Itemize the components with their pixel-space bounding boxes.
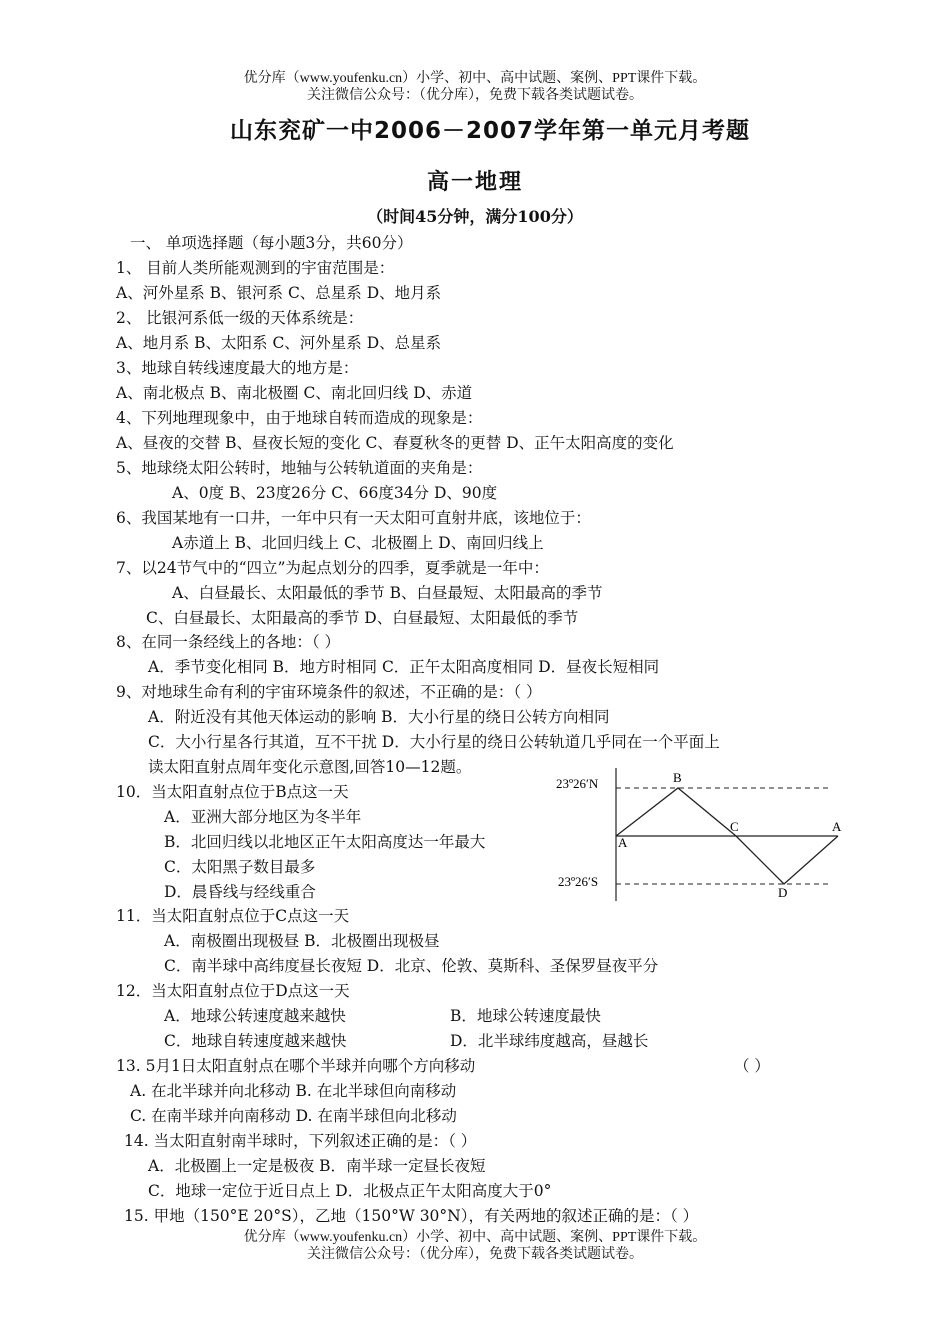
q11-options-ab: A．南极圈出现极昼 B．北极圈出现极昼 [164,932,440,950]
q7-options-2: C、白昼最长、太阳最高的季节 D、白昼最短、太阳最低的季节 [146,609,579,627]
point-label-b: B [673,770,682,785]
south-tropic-label: 23º26′S [558,874,599,889]
q12-stem: 12．当太阳直射点位于D点这一天 [116,982,350,1000]
q9-stem: 9、对地球生命有利的宇宙环境条件的叙述，不正确的是：（ ） [116,683,542,701]
header-line-2: 关注微信公众号：（优分库），免费下载各类试题试卷。 [307,88,643,103]
q4-stem: 4、下列地理现象中，由于地球自转而造成的现象是： [116,409,483,427]
q5-options: A、0度 B、23度26分 C、66度34分 D、90度 [172,484,498,502]
q8-options: A．季节变化相同 B．地方时相同 C．正午太阳高度相同 D．昼夜长短相同 [148,658,660,676]
q10-stem: 10．当太阳直射点位于B点这一天 [116,783,349,801]
section-heading: 一、 单项选择题（每小题3分，共60分） [130,234,413,252]
q2-stem: 2、 比银河系低一级的天体系统是： [116,309,364,327]
point-label-a-start: A [618,835,628,850]
subject-title: 高一地理 [426,170,523,195]
q3-stem: 3、地球自转线速度最大的地方是： [116,359,359,377]
footer-line-1: 优分库（www.youfenku.cn）小学、初中、高中试题、案例、PPT课件下载。 [243,1230,707,1245]
q14-options-ab: A．北极圈上一定是极夜 B．南半球一定昼长夜短 [148,1157,486,1175]
q10-option-b: B．北回归线以北地区正午太阳高度达一年最大 [164,833,486,851]
north-tropic-label: 23º26′N [556,776,599,791]
q7-options-1: A、白昼最长、太阳最低的季节 B、白昼最短、太阳最高的季节 [172,584,603,602]
q10-option-a: A．亚洲大部分地区为冬半年 [164,808,362,826]
q14-options-cd: C．地球一定位于近日点上 D．北极点正午太阳高度大于0° [148,1182,552,1200]
q13-options-ab: A. 在北半球并向北移动 B. 在北半球但向南移动 [130,1082,457,1100]
q4-options: A、昼夜的交替 B、昼夜长短的变化 C、春夏秋冬的更替 D、正午太阳高度的变化 [116,434,674,452]
point-label-d: D [778,885,788,900]
q15-stem: 15. 甲地（150°E 20°S），乙地（150°W 30°N），有关两地的叙述正确的是：（ ） [124,1207,699,1225]
q5-stem: 5、地球绕太阳公转时，地轴与公转轨道面的夹角是： [116,459,483,477]
q3-options: A、南北极点 B、南北极圈 C、南北回归线 D、赤道 [116,384,473,402]
time-note: （时间45分钟，满分100分） [367,207,583,226]
q7-stem: 7、以24节气中的“四立”为起点划分的四季，夏季就是一年中： [116,559,549,577]
q1-options: A、河外星系 B、银河系 C、总星系 D、地月系 [116,284,442,302]
q8-stem: 8、在同一条经线上的各地：（ ） [116,633,341,651]
point-label-c: C [730,819,739,834]
point-label-a-end: A [832,819,842,834]
q12-option-c: C．地球自转速度越来越快 [164,1032,347,1050]
q1-stem: 1、 目前人类所能观测到的宇宙范围是： [116,259,395,277]
q12-option-b: B．地球公转速度最快 [450,1007,601,1025]
q13-options-cd: C. 在南半球并向南移动 D. 在南半球但向北移动 [130,1107,457,1125]
q6-stem: 6、我国某地有一口井，一年中只有一天太阳可直射井底，该地位于： [116,509,591,527]
q10-option-d: D．晨昏线与经线重合 [164,883,316,901]
q12-option-d: D．北半球纬度越高，昼越长 [450,1032,649,1050]
footer-line-2: 关注微信公众号：（优分库），免费下载各类试题试卷。 [307,1247,643,1262]
q11-options-cd: C．南半球中高纬度昼长夜短 D．北京、伦敦、莫斯科、圣保罗昼夜平分 [164,957,659,975]
q13-answer-paren: （ ） [734,1057,770,1075]
q9-options-1: A．附近没有其他天体运动的影响 B．大小行星的绕日公转方向相同 [148,708,610,726]
q14-stem: 14. 当太阳直射南半球时，下列叙述正确的是：（ ） [124,1132,477,1150]
q6-options: A赤道上 B、北回归线上 C、北极圈上 D、南回归线上 [172,534,544,552]
q10-option-c: C．太阳黑子数目最多 [164,858,316,876]
subsolar-point-diagram [548,766,858,901]
q2-options: A、地月系 B、太阳系 C、河外星系 D、总星系 [116,334,442,352]
exam-title: 山东兖矿一中2006－2007学年第一单元月考题 [229,118,751,144]
q13-stem: 13. 5月1日太阳直射点在哪个半球并向哪个方向移动 [116,1057,476,1075]
diagram-intro: 读太阳直射点周年变化示意图,回答10—12题。 [148,758,472,776]
q12-option-a: A．地球公转速度越来越快 [164,1007,346,1025]
header-line-1: 优分库（www.youfenku.cn）小学、初中、高中试题、案例、PPT课件下载。 [243,71,707,86]
q9-options-2: C．大小行星各行其道，互不干扰 D．大小行星的绕日公转轨道几乎同在一个平面上 [148,733,720,751]
q11-stem: 11．当太阳直射点位于C点这一天 [116,907,350,925]
